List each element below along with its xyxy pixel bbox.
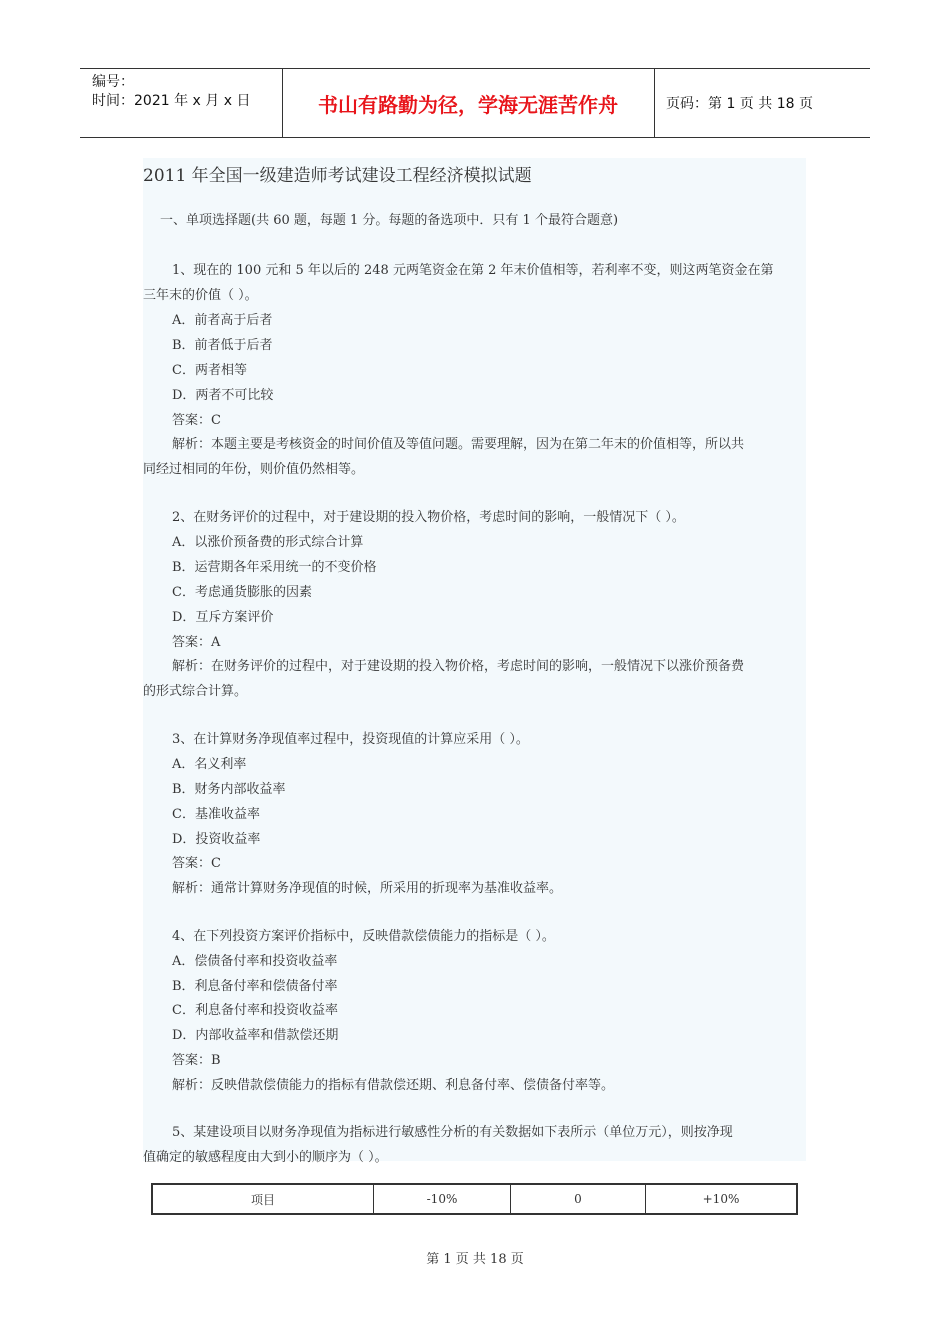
answer-line: 答案：C [172, 856, 221, 871]
header-motto: 书山有路勤为径，学海无涯苦作舟 [318, 92, 618, 117]
option-line: C．考虑通货膨胀的因素 [172, 585, 312, 600]
explanation-line: 同经过相同的年份，则价值仍然相等。 [143, 462, 365, 477]
option-line: D．投资收益率 [172, 832, 261, 847]
answer-line: 答案：A [172, 635, 221, 650]
number-label: 编号： [92, 74, 134, 90]
explanation-line: 解析：反映借款偿债能力的指标有借款偿还期、利息备付率、偿债备付率等。 [172, 1078, 615, 1093]
option-line: A．名义利率 [172, 757, 247, 772]
document-title: 2011 年全国一级建造师考试建设工程经济模拟试题 [143, 166, 532, 186]
question-line: 4、在下列投资方案评价指标中，反映借款偿债能力的指标是（ ）。 [172, 929, 555, 944]
table-header-cell: 0 [511, 1185, 646, 1213]
explanation-line: 的形式综合计算。 [143, 684, 248, 699]
option-line: D．两者不可比较 [172, 388, 274, 403]
question-line: 1、现在的 100 元和 5 年以后的 248 元两笔资金在第 2 年末价值相等，若利率不变，则这两笔资金在第 [172, 263, 774, 278]
time-label: 时间：2021 年 x 月 x 日 [92, 93, 251, 109]
option-line: C．基准收益率 [172, 807, 260, 822]
option-line: C．两者相等 [172, 363, 247, 378]
option-line: B．前者低于后者 [172, 338, 273, 353]
page-footer: 第 1 页 共 18 页 [426, 1252, 524, 1267]
option-line: B．利息备付率和偿债备付率 [172, 979, 338, 994]
answer-line: 答案：C [172, 413, 221, 428]
option-line: A．前者高于后者 [172, 313, 273, 328]
option-line: D．内部收益率和借款偿还期 [172, 1028, 339, 1043]
question-line: 值确定的敏感程度由大到小的顺序为（ ）。 [143, 1150, 388, 1165]
header-left [92, 73, 250, 111]
table-header-cell: -10% [374, 1185, 511, 1213]
section-heading: 一、单项选择题(共 60 题，每题 1 分。每题的备选项中．只有 1 个最符合题意) [160, 213, 619, 228]
header-page-label: 页码：第 1 页 共 18 页 [666, 96, 813, 112]
option-line: D．互斥方案评价 [172, 610, 274, 625]
option-line: B．财务内部收益率 [172, 782, 286, 797]
option-line: A．以涨价预备费的形式综合计算 [172, 535, 364, 550]
explanation-line: 解析：本题主要是考核资金的时间价值及等值问题。需要理解，因为在第二年末的价值相等，所以共 [172, 437, 745, 452]
option-line: B．运营期各年采用统一的不变价格 [172, 560, 377, 575]
table-header-cell: +10% [702, 1192, 740, 1206]
question-line: 2、在财务评价的过程中，对于建设期的投入物价格，考虑时间的影响，一般情况下（ ）。 [172, 510, 685, 525]
sensitivity-table-header [151, 1183, 798, 1215]
option-line: C．利息备付率和投资收益率 [172, 1003, 338, 1018]
option-line: A．偿债备付率和投资收益率 [172, 954, 338, 969]
table-header-cell: 项目 [153, 1185, 374, 1213]
question-line: 3、在计算财务净现值率过程中，投资现值的计算应采用（ ）。 [172, 732, 529, 747]
answer-line: 答案：B [172, 1053, 221, 1068]
header-divider [654, 69, 655, 137]
page-header [80, 68, 870, 138]
explanation-line: 解析：通常计算财务净现值的时候，所采用的折现率为基准收益率。 [172, 881, 563, 896]
explanation-line: 解析：在财务评价的过程中，对于建设期的投入物价格，考虑时间的影响，一般情况下以涨价预备费 [172, 659, 745, 674]
question-line: 三年末的价值（ ）。 [143, 288, 258, 303]
question-line: 5、某建设项目以财务净现值为指标进行敏感性分析的有关数据如下表所示（单位万元），则按净现 [172, 1125, 733, 1140]
